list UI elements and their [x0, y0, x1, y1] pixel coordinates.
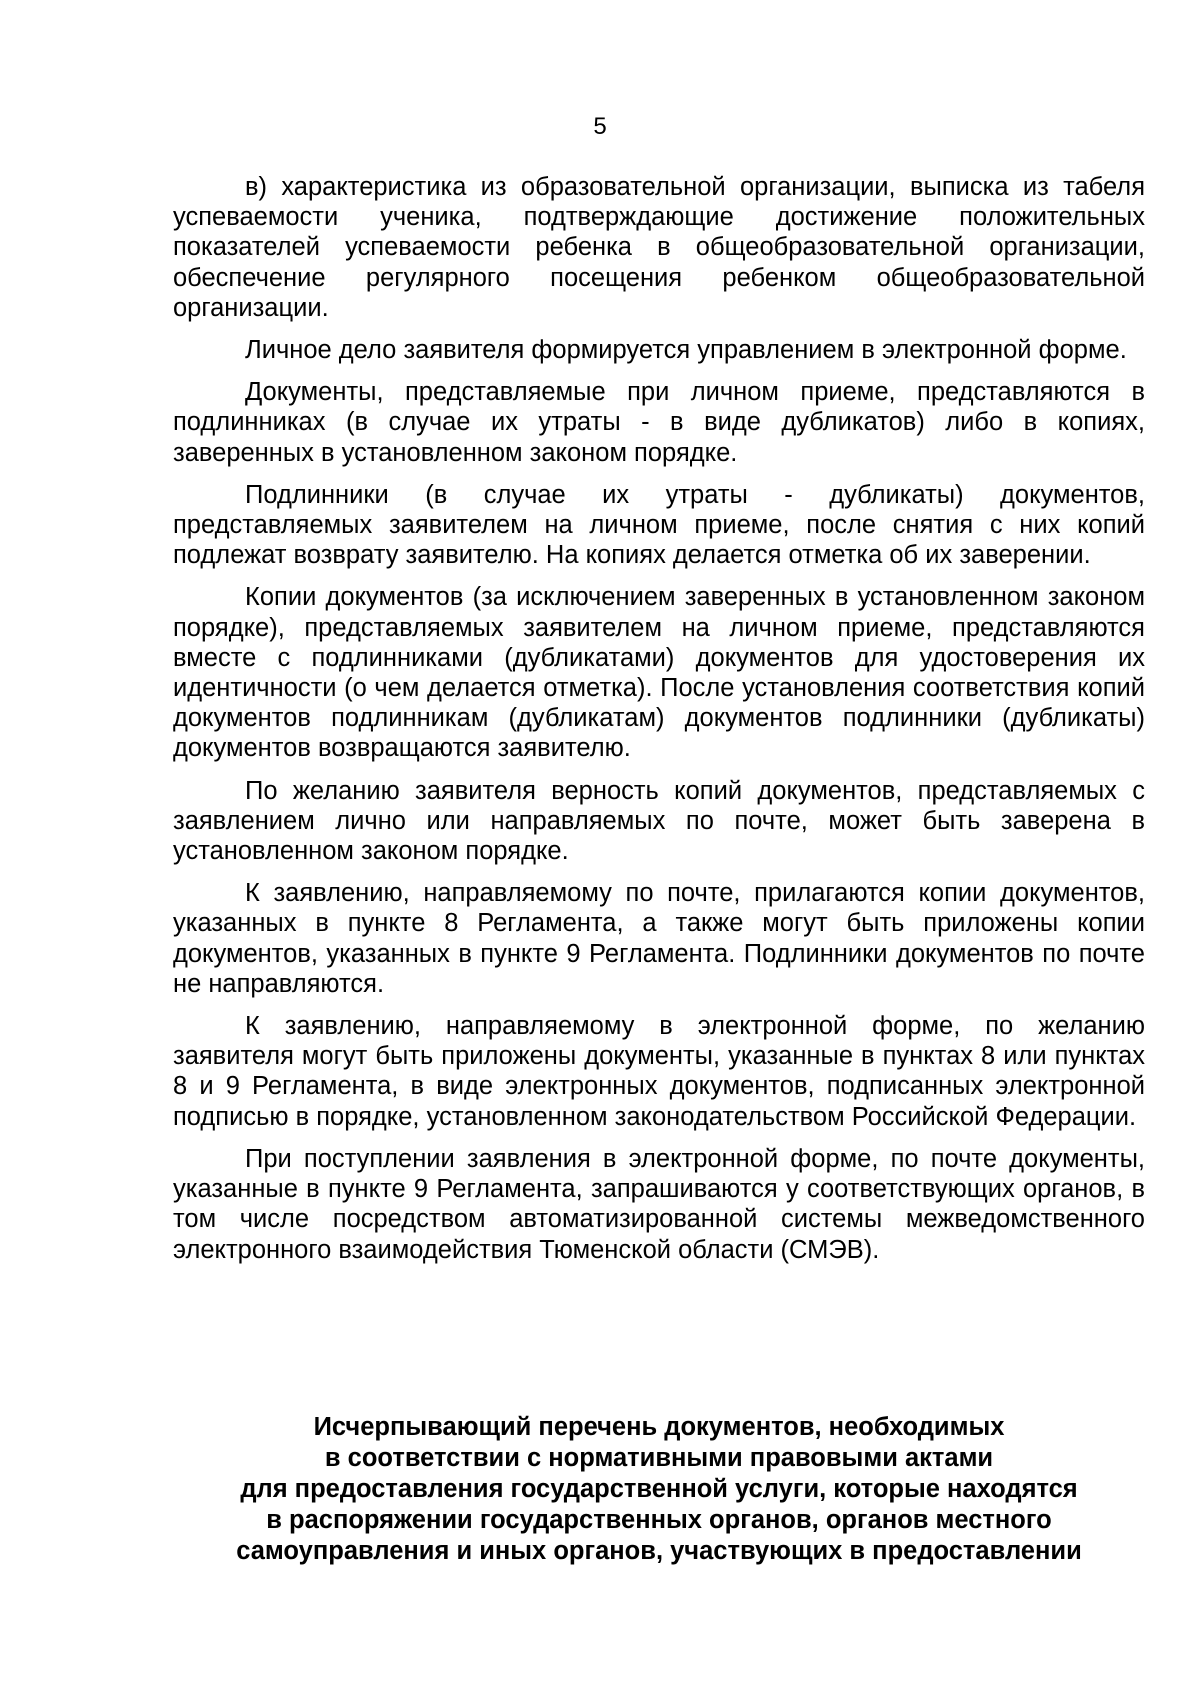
paragraph-characteristic: в) характеристика из образовательной организации, выписка из табеля успеваемости ученика, подтверждающие достижение положительных показателей успеваемости ребенка в общеобразовательной организации, обеспечение регулярного посещения ребенком общеобразовательной организации.	[173, 173, 1145, 322]
page-number: 5	[593, 113, 607, 140]
heading-line: Исчерпывающий перечень документов, необходимых	[313, 1413, 1005, 1441]
paragraph-copies-certification: По желанию заявителя верность копий документов, представляемых с заявлением лично или направляемых по почте, может быть заверена в установленном законом порядке.	[173, 776, 1145, 866]
heading-line: для предоставления государственной услуги, которые находятся	[240, 1475, 1078, 1503]
paragraph-originals-return: Подлинники (в случае их утраты - дубликаты) документов, представляемых заявителем на личном приеме, после снятия с них копий подлежат возврату заявителю. На копиях делается отметка об их заверении.	[173, 480, 1145, 570]
heading-line: самоуправления и иных органов, участвующих в предоставлении	[236, 1537, 1082, 1565]
paragraph-copies-verification: Копии документов (за исключением заверенных в установленном законом порядке), представляемых заявителем на личном приеме, представляются вместе с подлинниками (дубликатами) документов для удостоверения их идентичности (о чем делается отметка). После установления соответствия копий документов подлинникам (дубликатам) документов подлинники (дубликаты) документов возвращаются заявителю.	[173, 583, 1145, 763]
heading-line: в соответствии с нормативными правовыми актами	[324, 1444, 994, 1472]
document-body	[173, 172, 1145, 1277]
paragraph-personal-file: Личное дело заявителя формируется управлением в электронной форме.	[245, 336, 1127, 365]
heading-line: в распоряжении государственных органов, органов местного	[266, 1506, 1052, 1534]
paragraph-interagency-request: При поступлении заявления в электронной форме, по почте документы, указанные в пункте 9 Регламента, запрашиваются у соответствующих органов, в том числе посредством автоматизированной системы межведомственного электронного взаимодействия Тюменской области (СМЭВ).	[173, 1144, 1145, 1264]
section-heading	[173, 1412, 1145, 1567]
paragraph-electronic-application: К заявлению, направляемому в электронной форме, по желанию заявителя могут быть приложены документы, указанные в пунктах 8 или пунктах 8 и 9 Регламента, в виде электронных документов, подписанных электронной подписью в порядке, установленном законодательством Российской Федерации.	[173, 1012, 1145, 1131]
paragraph-documents-in-person: Документы, представляемые при личном приеме, представляются в подлинниках (в случае их утраты - в виде дубликатов) либо в копиях, заверенных в установленном законом порядке.	[173, 378, 1145, 467]
paragraph-postal-application: К заявлению, направляемому по почте, прилагаются копии документов, указанных в пункте 8 Регламента, а также могут быть приложены копии документов, указанных в пункте 9 Регламента. Подлинники документов по почте не направляются.	[173, 879, 1145, 998]
